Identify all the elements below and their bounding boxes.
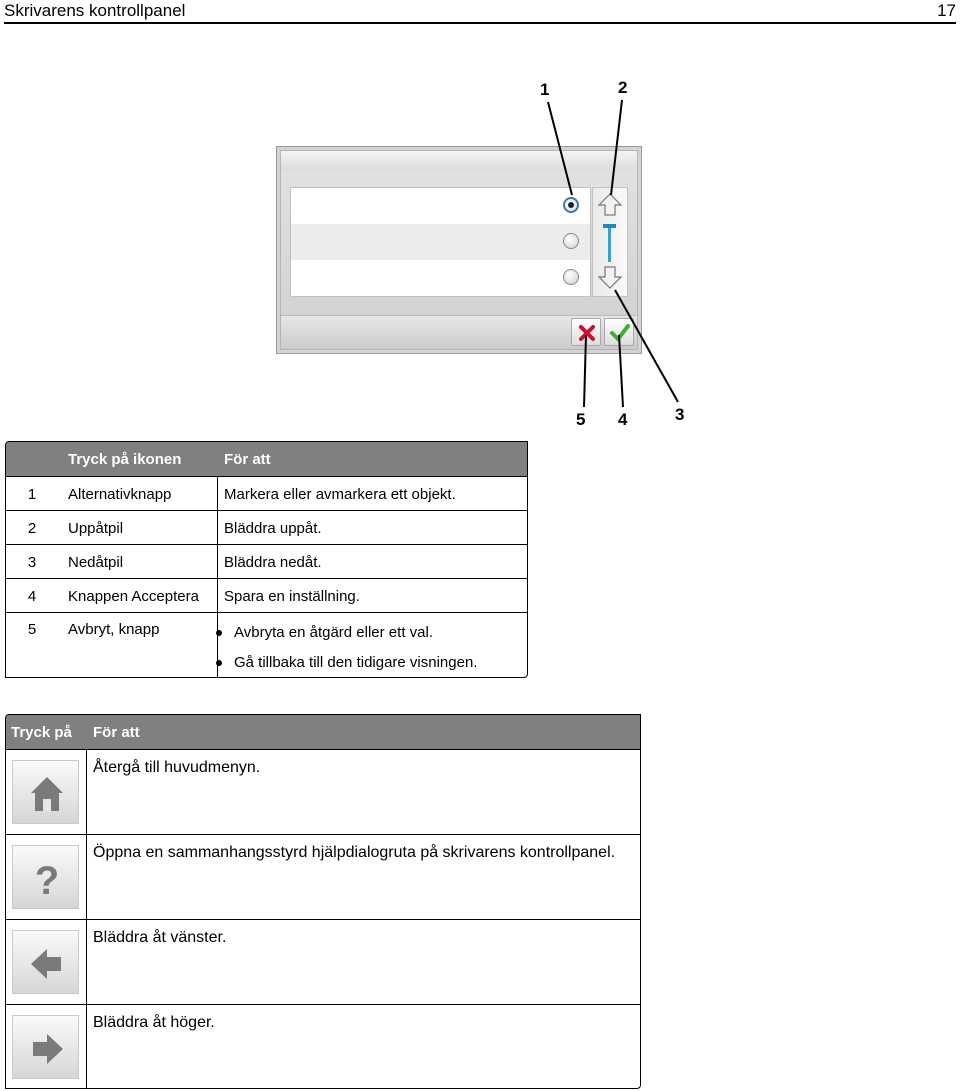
callout-leader-lines bbox=[0, 0, 960, 440]
header-cell: För att bbox=[93, 724, 140, 741]
callout-5: 5 bbox=[576, 410, 586, 429]
row-action: Markera eller avmarkera ett objekt. bbox=[224, 486, 456, 503]
callout-1: 1 bbox=[540, 80, 550, 99]
home-button[interactable] bbox=[12, 760, 79, 824]
callout-4: 4 bbox=[618, 410, 628, 429]
page-title: Skrivarens kontrollpanel bbox=[4, 1, 186, 20]
callout-2: 2 bbox=[618, 78, 628, 97]
row-icon-name: Alternativknapp bbox=[68, 486, 172, 503]
left-arrow-icon bbox=[29, 945, 65, 983]
row-number: 2 bbox=[27, 520, 37, 537]
table-row bbox=[6, 544, 527, 578]
row-number: 3 bbox=[27, 554, 37, 571]
left-arrow-button[interactable] bbox=[12, 930, 79, 994]
table-row bbox=[6, 919, 640, 1004]
home-icon bbox=[29, 775, 65, 813]
row-action: Bläddra nedåt. bbox=[224, 554, 322, 571]
table-row bbox=[6, 834, 640, 919]
row-action: Återgå till huvudmenyn. bbox=[93, 759, 261, 776]
row-icon-name: Avbryt, knapp bbox=[68, 621, 160, 638]
row-number: 1 bbox=[27, 486, 37, 503]
right-arrow-icon bbox=[29, 1030, 65, 1068]
table-header bbox=[6, 442, 527, 476]
table-row bbox=[6, 510, 527, 544]
header-cell: Tryck på bbox=[11, 724, 72, 741]
table-row bbox=[6, 1004, 640, 1089]
header-cell: Tryck på ikonen bbox=[68, 451, 182, 468]
help-button[interactable] bbox=[12, 845, 79, 909]
nav-icon-table bbox=[5, 714, 641, 1089]
table-row bbox=[6, 578, 527, 612]
row-icon-name: Nedåtpil bbox=[68, 554, 124, 571]
row-number: 4 bbox=[27, 588, 37, 605]
bullet-item: Gå tillbaka till den tidigare visningen. bbox=[234, 654, 478, 671]
row-action: Bläddra åt höger. bbox=[93, 1014, 215, 1031]
icon-table bbox=[5, 441, 528, 678]
row-action: Öppna en sammanhangsstyrd hjälpdialogruta på skrivarens kontrollpanel. bbox=[93, 844, 616, 861]
row-action: Bläddra uppåt. bbox=[224, 520, 322, 537]
row-action: Spara en inställning. bbox=[224, 588, 360, 605]
help-question-icon bbox=[29, 860, 65, 898]
row-icon-name: Knappen Acceptera bbox=[68, 588, 199, 605]
table-row bbox=[6, 476, 527, 510]
table-header bbox=[6, 715, 640, 749]
row-icon-name: Uppåtpil bbox=[68, 520, 124, 537]
table-row bbox=[6, 612, 527, 678]
row-number: 5 bbox=[27, 621, 37, 638]
row-action: Bläddra åt vänster. bbox=[93, 929, 227, 946]
page-number: 17 bbox=[937, 1, 956, 20]
callout-3: 3 bbox=[675, 405, 685, 424]
table-row bbox=[6, 749, 640, 834]
svg-text:?: ? bbox=[34, 860, 60, 898]
header-cell: För att bbox=[224, 451, 271, 468]
right-arrow-button[interactable] bbox=[12, 1015, 79, 1079]
bullet-item: Avbryta en åtgärd eller ett val. bbox=[234, 624, 433, 641]
